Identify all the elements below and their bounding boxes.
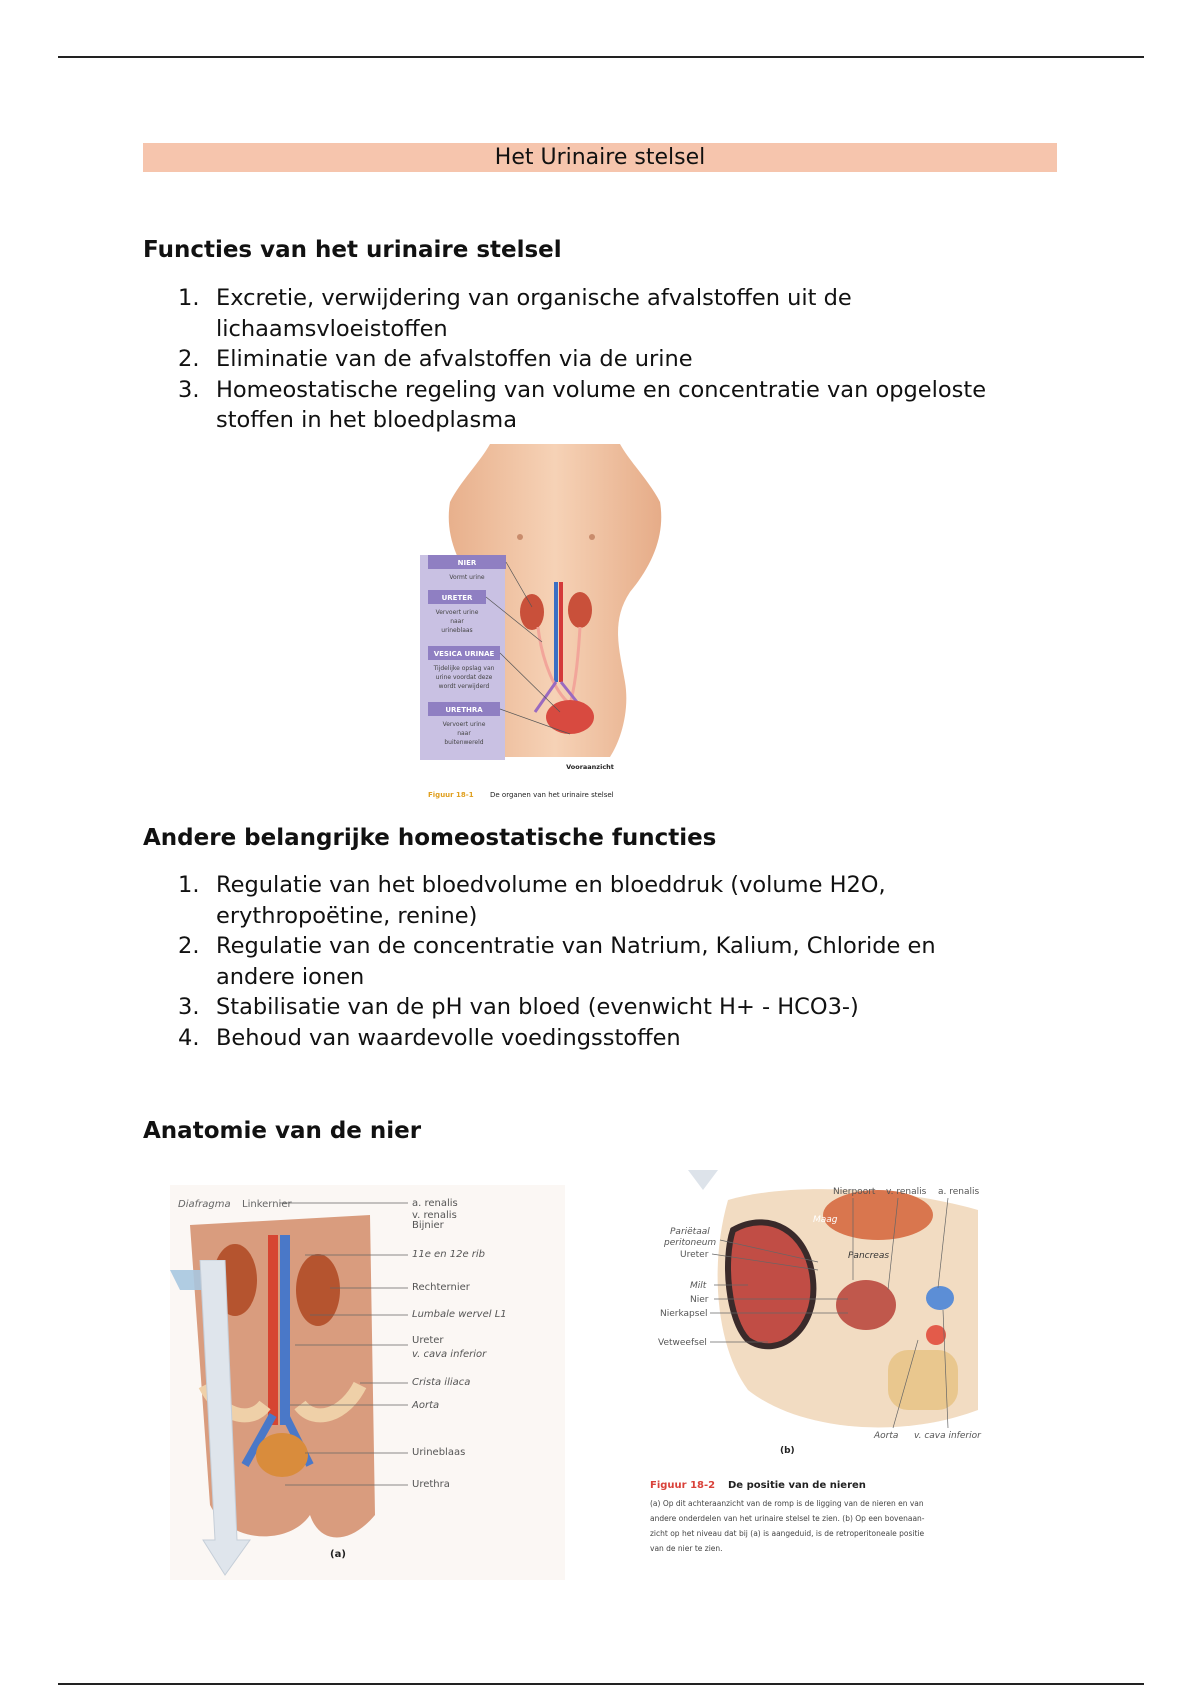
section-heading-homeostatische: Andere belangrijke homeostatische functies [143,825,717,851]
section-heading-anatomie: Anatomie van de nier [143,1118,422,1144]
list-item: 2. Regulatie van de concentratie van Natrium, Kalium, Chloride en andere ionen [178,933,936,990]
svg-text:URETHRA: URETHRA [445,706,483,714]
panel-label-a: (a) [330,1549,346,1560]
bottom-rule [58,1683,1144,1685]
list-item: 3. Stabilisatie van de pH van bloed (evenwicht H+ - HCO3-) [178,994,859,1020]
svg-text:a. renalis: a. renalis [412,1198,458,1209]
svg-text:naar: naar [450,618,464,625]
svg-text:Tijdelijke opslag van: Tijdelijke opslag van [433,665,495,672]
svg-text:Rechternier: Rechternier [412,1282,470,1293]
top-rule [58,56,1144,58]
section-heading-functies: Functies van het urinaire stelsel [143,237,562,263]
svg-text:Vervoert urine: Vervoert urine [442,721,486,728]
panel-label-b: (b) [780,1446,795,1456]
svg-text:11e en 12e rib: 11e en 12e rib [412,1249,486,1260]
svg-text:Maag: Maag [813,1215,838,1225]
svg-text:urine voordat deze: urine voordat deze [435,674,493,681]
svg-text:Pancreas: Pancreas [848,1251,890,1261]
svg-text:NIER: NIER [457,559,477,567]
list-item: 1. Regulatie van het bloedvolume en bloeddruk (volume H2O, erythropoëtine, renine) [178,872,886,929]
svg-text:VESICA URINAE: VESICA URINAE [433,650,495,658]
svg-text:Lumbale wervel L1: Lumbale wervel L1 [412,1309,507,1320]
svg-text:v. cava inferior: v. cava inferior [412,1349,487,1360]
kidney-right [568,592,592,628]
svg-text:Ureter: Ureter [412,1335,444,1346]
svg-text:Nierpoort: Nierpoort [833,1187,876,1197]
svg-text:Milt: Milt [690,1281,707,1291]
svg-text:Urethra: Urethra [412,1479,450,1490]
svg-text:urineblaas: urineblaas [441,627,473,634]
svg-text:v. renalis: v. renalis [886,1187,927,1197]
figure1-caption-text: De organen van het urinaire stelsel [490,791,614,799]
svg-text:Vormt urine: Vormt urine [449,574,485,581]
list-item: 2. Eliminatie van de afvalstoffen via de urine [178,346,693,372]
label-box-vesica [428,646,500,690]
figure2-caption-title: De positie van de nieren [728,1480,866,1491]
svg-text:Vervoert urine: Vervoert urine [435,609,479,616]
list-item: 3. Homeostatische regeling van volume en concentratie van opgeloste stoffen in het bloedplasma [178,376,987,433]
figure2-caption-line: van de nier te zien. [650,1544,723,1553]
svg-text:peritoneum: peritoneum [664,1238,717,1248]
svg-text:Pariëtaal: Pariëtaal [670,1227,710,1237]
label-linkernier: Linkernier [242,1199,292,1210]
svg-text:Ureter: Ureter [680,1250,709,1260]
svg-text:buitenwereld: buitenwereld [444,739,484,746]
svg-text:Urineblaas: Urineblaas [412,1447,466,1458]
svg-text:v. renalis: v. renalis [412,1210,457,1221]
figure2-caption-line: zicht op het niveau dat bij (a) is aangeduid, is de retroperitoneale positie [650,1529,925,1538]
arrow-decoration [195,1260,265,1580]
svg-text:Bijnier: Bijnier [412,1220,444,1231]
figure1-caption-number: Figuur 18-1 [428,791,474,799]
svg-text:naar: naar [457,730,471,737]
svg-text:Crista iliaca: Crista iliaca [412,1377,471,1388]
svg-text:wordt verwijderd: wordt verwijderd [438,683,490,690]
figure2-caption-number: Figuur 18-2 [650,1480,716,1491]
svg-text:Nier: Nier [690,1295,709,1305]
homeostatische-list [178,870,936,1053]
svg-text:URETER: URETER [441,594,473,602]
figure-kidney-crosssection [648,1170,983,1565]
view-label: Vooraanzicht [566,763,614,771]
figure2-caption-line: andere onderdelen van het urinaire stelsel te zien. (b) Op een bovenaan- [650,1514,925,1523]
functies-list [178,283,986,436]
list-item: 4. Behoud van waardevolle voedingsstoffen [178,1024,681,1051]
svg-text:v. cava inferior: v. cava inferior [914,1431,981,1441]
page-title: Het Urinaire stelsel [143,143,1057,172]
svg-text:Aorta: Aorta [412,1400,440,1411]
kidney-left [520,594,544,630]
label-diafragma: Diafragma [178,1199,231,1210]
svg-text:Aorta: Aorta [874,1431,899,1441]
figure2-caption-line: (a) Op dit achteraanzicht van de romp is de ligging van de nieren en van [650,1499,924,1508]
list-item: 1. Excretie, verwijdering van organische afvalstoffen uit de lichaamsvloeistoffen [178,285,852,342]
svg-text:a. renalis: a. renalis [938,1187,980,1197]
svg-text:Vetweefsel: Vetweefsel [658,1338,707,1348]
kidney [836,1280,896,1330]
svg-text:Nierkapsel: Nierkapsel [660,1309,708,1319]
figure-urinary-organs [420,442,690,807]
